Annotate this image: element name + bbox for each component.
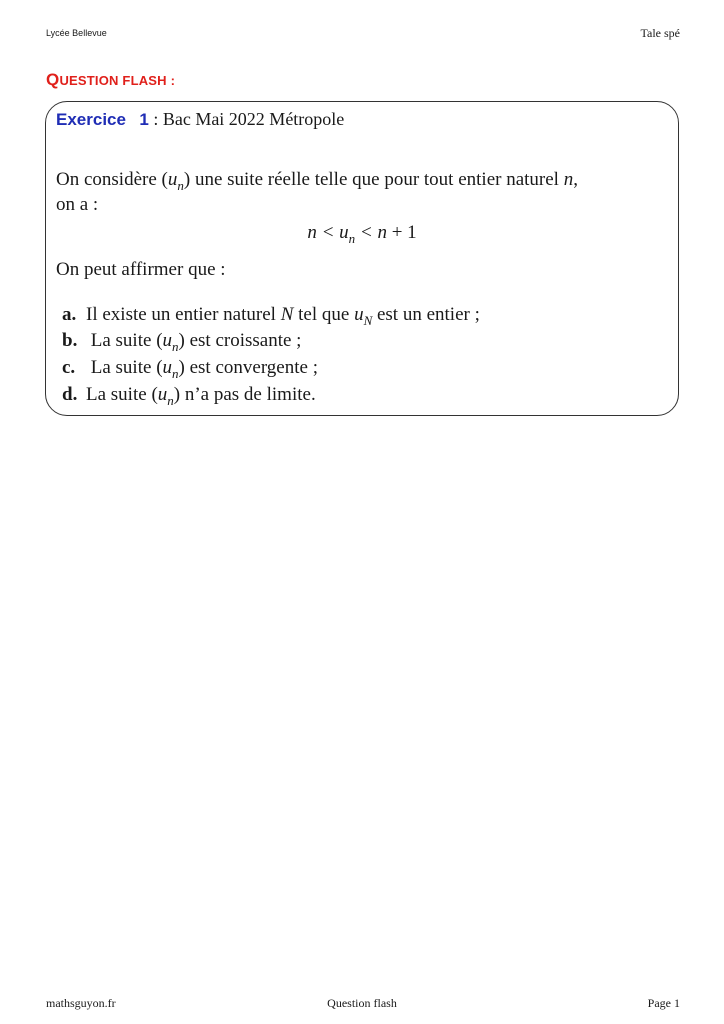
exercise-label: Exercice <box>56 110 126 129</box>
inequality: $n < u_n < n + 1$ <box>307 222 417 246</box>
intro-line-2: on a : <box>56 194 99 215</box>
exercise-source: : Bac Mai 2022 Métropole <box>148 109 345 129</box>
footer-page: Page 1 <box>647 996 680 1010</box>
exercise-title <box>56 109 344 130</box>
math-un: $(u_n)$ <box>161 169 191 193</box>
footer-title: Question flash <box>327 996 397 1010</box>
choice-d: d. La suite $(u_n)$ n’a pas de limite. <box>62 384 316 408</box>
header-school: Lycée Bellevue <box>46 28 107 38</box>
choice-c: c. La suite $(u_n)$ est convergente ; <box>62 357 318 381</box>
choice-b: b. La suite $(u_n)$ est croissante ; <box>62 330 302 354</box>
choice-a: a. Il existe un entier naturel N tel que $u_N$ est un entier ; <box>62 304 480 328</box>
header-class: Tale spé <box>640 26 680 40</box>
intro-line-1: On considère $(u_n)$ une suite réelle telle que pour tout entier naturel n, <box>56 169 578 193</box>
section-title: QUESTION FLASH : <box>46 70 176 89</box>
exercise-number: 1 <box>139 110 149 129</box>
footer-site: mathsguyon.fr <box>46 996 116 1010</box>
statement: On peut affirmer que : <box>56 259 226 280</box>
exercise-box <box>45 101 679 416</box>
